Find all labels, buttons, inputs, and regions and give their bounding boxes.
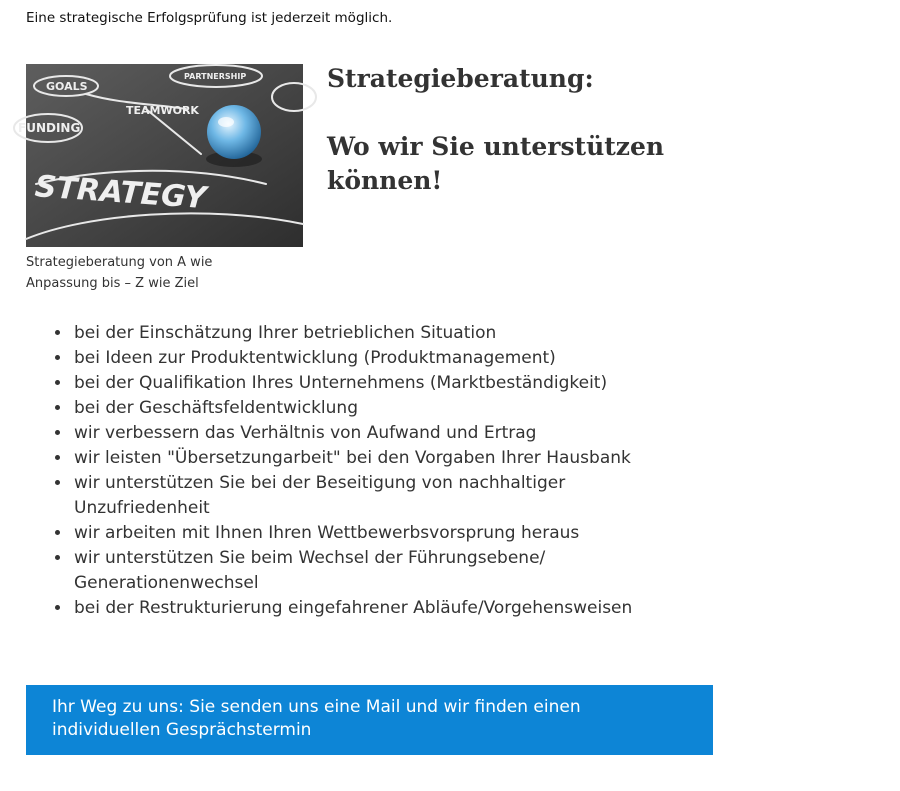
list-item: • bei der Geschäftsfeldentwicklung — [72, 396, 752, 421]
list-item: • bei der Restrukturierung eingefahrener Abläufe/Vorgehensweisen — [72, 596, 752, 621]
image-word-strategy: STRATEGY — [33, 169, 208, 217]
figure-caption: Strategieberatung von A wie Anpassung bis – Z wie Ziel — [26, 255, 213, 291]
benefits-list — [48, 321, 752, 621]
list-item: • wir verbessern das Verhältnis von Aufwand und Ertrag — [72, 421, 752, 446]
list-item: • wir unterstützen Sie bei der Beseitigung von nachhaltiger Unzufriedenheit — [72, 471, 614, 521]
list-item: • bei der Einschätzung Ihrer betrieblichen Situation — [72, 321, 752, 346]
section-heading — [327, 62, 757, 198]
image-word-goals: GOALS — [46, 80, 88, 93]
image-word-partnership: PARTNERSHIP — [184, 72, 247, 81]
list-item: • bei der Qualifikation Ihres Unternehmens (Marktbeständigkeit) — [72, 371, 752, 396]
list-item: • wir leisten "Übersetzungarbeit" bei den Vorgaben Ihrer Hausbank — [72, 446, 752, 471]
strategy-chalkboard-image — [18, 64, 303, 247]
list-item: • wir arbeiten mit Ihnen Ihren Wettbewerbsvorsprung heraus — [72, 521, 752, 546]
intro-text: Eine strategische Erfolgsprüfung ist jederzeit möglich. — [26, 10, 393, 26]
image-word-teamwork: TEAMWORK — [126, 104, 199, 117]
list-item: • bei Ideen zur Produktentwicklung (Produktmanagement) — [72, 346, 752, 371]
heading-line-1: Strategieberatung: — [327, 64, 594, 93]
heading-line-2: Wo wir Sie unterstützen können! — [327, 132, 665, 195]
image-word-funding: FUNDING — [18, 121, 81, 135]
list-item: • wir unterstützen Sie beim Wechsel der Führungsebene/ Generationenwechsel — [72, 546, 594, 596]
contact-callout[interactable]: Ihr Weg zu uns: Sie senden uns eine Mail und wir finden einen individuellen Gesprächstermin — [26, 685, 713, 755]
strategy-figure — [18, 64, 303, 294]
